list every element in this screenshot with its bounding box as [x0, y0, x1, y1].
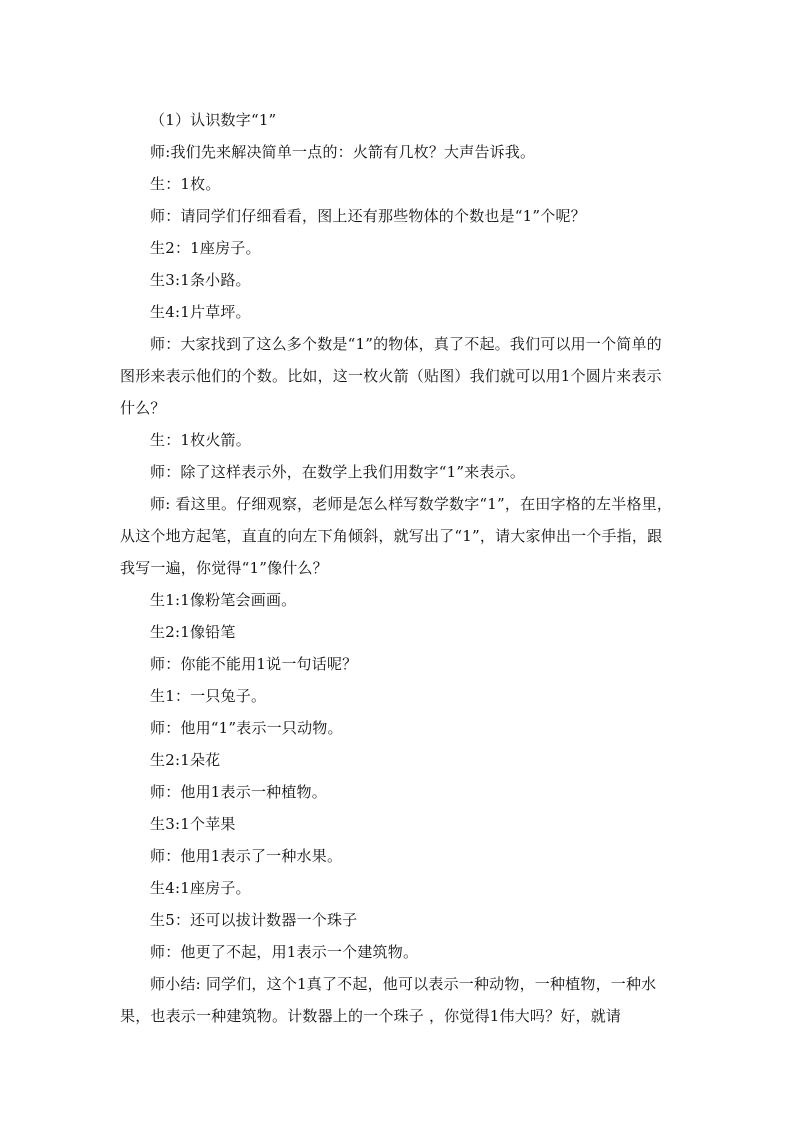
dialogue-line: 师：你能不能用1说一句话呢？	[150, 655, 358, 673]
dialogue-line: 生2:1朵花	[150, 751, 221, 769]
dialogue-line: 师：他用1表示一种植物。	[150, 783, 327, 801]
dialogue-line: 师：请同学们仔细看看，图上还有那些物体的个数也是“1”个呢？	[150, 207, 586, 225]
section-heading: （1）认识数字“1”	[150, 111, 277, 129]
dialogue-line: 师：除了这样表示外，在数学上我们用数字“1”来表示。	[150, 463, 526, 481]
dialogue-line: 生3:1个苹果	[150, 815, 236, 833]
dialogue-line: 生5：还可以拔计数器一个珠子	[150, 911, 358, 929]
dialogue-line: 生4:1片草坪。	[150, 303, 251, 321]
dialogue-line: 生1:1像粉笔会画画。	[150, 591, 297, 609]
dialogue-line: 生1：一只兔子。	[150, 687, 267, 705]
dialogue-line: 生：1枚火箭。	[150, 431, 251, 449]
dialogue-line: 生4:1座房子。	[150, 879, 251, 897]
summary-paragraph: 师小结: 同学们，这个1真了不起，他可以表示一种动物，一种植物，一种水果，也表示一种建筑物。计数器上的一个珠子 ，你觉得1伟大吗？好，就请	[120, 975, 657, 1025]
dialogue-line: 生2:1像铅笔	[150, 623, 236, 641]
dialogue-line: 师: 看这里。仔细观察，老师是怎么样写数学数字“1”，在田字格的左半格里，从这个地方起笔，直直的向左下角倾斜，就写出了“1”，请大家伸出一个手指，跟我写一遍，你觉得“1”像什么？	[120, 495, 673, 577]
dialogue-line: 师：大家找到了这么多个数是“1”的物体，真了不起。我们可以用一个简单的图形来表示他们的个数。比如，这一枚火箭（贴图）我们就可以用1个圆片来表示什么？	[120, 335, 662, 417]
dialogue-line: 师:我们先来解决简单一点的：火箭有几枚？大声告诉我。	[150, 143, 536, 161]
dialogue-line: 生3:1条小路。	[150, 271, 251, 289]
dialogue-line: 生：1枚。	[150, 175, 221, 193]
dialogue-line: 生2：1座房子。	[150, 239, 261, 257]
dialogue-line: 师：他用1表示了一种水果。	[150, 847, 343, 865]
dialogue-line: 师：他更了不起，用1表示一个建筑物。	[150, 943, 419, 961]
document-body	[120, 104, 674, 1032]
dialogue-line: 师：他用“1”表示一只动物。	[150, 719, 343, 737]
